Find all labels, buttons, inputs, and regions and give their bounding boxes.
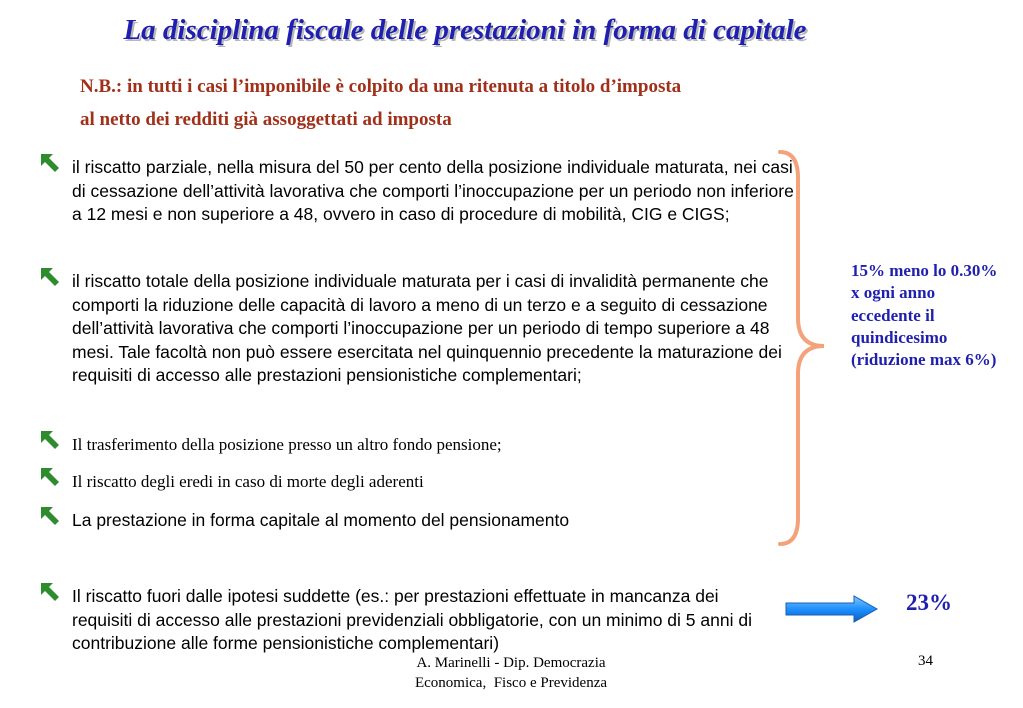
- list-item: il riscatto parziale, nella misura del 50 per cento della posizione individuale maturata, nei casi di cessazione dell’attività lavorativa che comporti l’inoccupazione per un periodo non inferiore a 12 mesi e non superiore a 48, ovvero in caso di procedure di mobilità, CIG e CIGS;: [72, 157, 794, 225]
- arrow-up-left-icon: [38, 428, 62, 452]
- arrow-right-icon: [784, 594, 880, 624]
- note-line-1: N.B.: in tutti i casi l’imponibile è colpito da una ritenuta a titolo d’imposta: [80, 76, 682, 97]
- arrow-up-left-icon: [38, 465, 62, 489]
- footer-line-1: A. Marinelli - Dip. Democrazia: [416, 655, 606, 671]
- note-line-2: al netto dei redditi già assoggettati ad imposta: [80, 109, 452, 130]
- tax-rate-note: 15% meno lo 0.30% x ogni anno eccedente il quindicesimo (riduzione max 6%): [851, 261, 998, 370]
- arrow-up-left-icon: [38, 265, 62, 289]
- slide-title: La disciplina fiscale delle prestazioni in forma di capitale: [123, 14, 807, 46]
- slide-footer: [380, 653, 642, 693]
- curly-brace: [776, 148, 836, 548]
- arrow-up-left-icon: [38, 580, 62, 604]
- page-number: 34: [918, 653, 933, 669]
- list-item: Il trasferimento della posizione presso un altro fondo pensione;: [72, 435, 502, 454]
- list-item: il riscatto totale della posizione individuale maturata per i casi di invalidità permanente che comporti la riduzione delle capacità di lavoro a meno di un terzo e a seguito di cessazione dell’attività lavorativa che comporti l’inoccupazione per un periodo di tempo superiore a 48 mesi. Tale facoltà non può essere esercitata nel quinquennio precedente la maturazione dei requisiti di accesso alle prestazioni pensionistiche complementari;: [72, 271, 782, 386]
- arrow-up-left-icon: [38, 151, 62, 175]
- list-item: La prestazione in forma capitale al momento del pensionamento: [72, 510, 570, 530]
- list-item: Il riscatto degli eredi in caso di morte degli aderenti: [72, 472, 424, 491]
- tax-note-header: [80, 70, 880, 136]
- tax-rate-value: 23%: [906, 590, 952, 615]
- list-item: Il riscatto fuori dalle ipotesi suddette (es.: per prestazioni effettuate in mancanza dei requisiti di accesso alle prestazioni previdenziali obbligatorie, con un minimo di 5 anni di contribuzione alle forme pensionistiche complementari): [72, 586, 752, 654]
- footer-line-2: Economica, Fisco e Previdenza: [414, 675, 608, 691]
- arrow-up-left-icon: [38, 504, 62, 528]
